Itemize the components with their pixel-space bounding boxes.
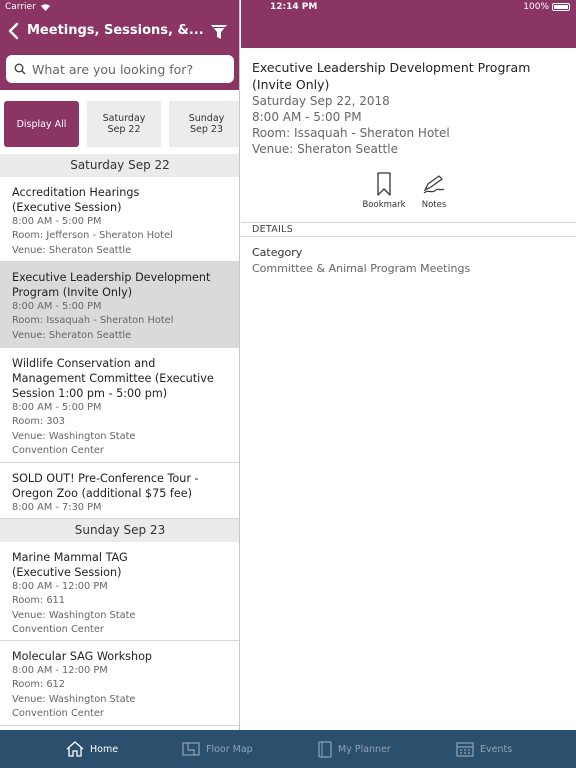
bookmark-icon — [376, 172, 392, 196]
carrier-label: Carrier — [5, 2, 36, 12]
event-title: Program (Invite Only) — [12, 286, 133, 299]
list-item-selected[interactable] — [0, 262, 240, 348]
back-chevron-icon[interactable] — [6, 22, 22, 40]
event-time: 8:00 AM - 7:30 PM — [12, 502, 102, 513]
event-title: Management Committee (Executive — [12, 372, 214, 385]
event-title: Session 1:00 pm - 5:00 pm) — [12, 387, 168, 400]
tab-label-date: Sep 22 — [107, 124, 141, 135]
clock: 12:14 PM — [270, 2, 318, 12]
event-title: Accreditation Hearings — [12, 186, 140, 199]
event-time: 8:00 AM - 5:00 PM — [12, 402, 102, 413]
category-value: Committee & Animal Program Meetings — [252, 262, 471, 275]
list-item[interactable] — [0, 348, 240, 463]
event-venue: Venue: Sheraton Seattle — [12, 329, 132, 341]
tab-events[interactable] — [456, 730, 512, 768]
battery-indicator — [523, 2, 570, 12]
search-bar[interactable] — [6, 55, 234, 83]
tab-saturday-sep-22[interactable] — [87, 101, 161, 147]
notes-button[interactable] — [404, 172, 464, 210]
event-room: Room: 303 — [12, 416, 66, 428]
tab-label: Home — [90, 743, 119, 755]
floor-map-icon — [182, 741, 200, 757]
tab-label: My Planner — [338, 743, 391, 755]
bottom-tab-bar — [0, 730, 576, 768]
detail-time: 8:00 AM - 5:00 PM — [252, 110, 362, 124]
event-venue: Venue: Sheraton Seattle — [12, 244, 132, 256]
event-title: Executive Leadership Development — [12, 271, 211, 284]
event-time: 8:00 AM - 5:00 PM — [12, 216, 102, 227]
detail-actions — [241, 172, 576, 216]
session-detail-panel — [241, 0, 576, 730]
event-title: Marine Mammal TAG — [12, 551, 128, 564]
event-room: Room: 611 — [12, 595, 66, 607]
category-label: Category — [252, 246, 303, 259]
event-venue: Convention Center — [12, 707, 104, 719]
battery-icon — [552, 3, 570, 11]
detail-title-line: (Invite Only) — [252, 77, 330, 92]
notes-icon — [422, 172, 446, 196]
planner-icon — [318, 741, 332, 758]
status-bar — [0, 0, 576, 16]
tab-label-day: Saturday — [102, 113, 146, 124]
event-title: Wildlife Conservation and — [12, 357, 156, 370]
bookmark-label: Bookmark — [362, 200, 406, 210]
notes-label: Notes — [421, 200, 447, 210]
list-title: Meetings, Sessions, &... — [27, 23, 204, 38]
detail-title-line: Executive Leadership Development Program — [252, 60, 531, 75]
event-venue: Convention Center — [12, 623, 104, 635]
wifi-icon — [40, 3, 51, 11]
calendar-icon — [456, 741, 474, 757]
event-time: 8:00 AM - 12:00 PM — [12, 665, 108, 676]
home-icon — [66, 741, 84, 757]
tab-label: Events — [480, 743, 513, 755]
session-list-panel — [0, 0, 240, 730]
event-venue: Venue: Washington State — [12, 430, 136, 442]
tab-home[interactable] — [66, 730, 118, 768]
day-filter-tabs — [0, 90, 240, 153]
section-header-saturday: Saturday Sep 22 — [0, 154, 240, 177]
tab-my-planner[interactable] — [318, 730, 391, 768]
event-title: (Executive Session) — [12, 566, 122, 579]
list-item[interactable] — [0, 641, 240, 726]
detail-room: Room: Issaquah - Sheraton Hotel — [252, 126, 450, 140]
battery-percent: 100% — [523, 2, 549, 12]
tab-label: Floor Map — [206, 743, 253, 755]
event-room: Room: Issaquah - Sheraton Hotel — [12, 315, 174, 327]
event-title: Oregon Zoo (additional $75 fee) — [12, 487, 193, 500]
carrier-indicator — [5, 2, 51, 12]
detail-title — [252, 59, 562, 93]
event-title: SOLD OUT! Pre-Conference Tour - — [12, 472, 199, 485]
filter-icon[interactable] — [210, 23, 228, 41]
tab-label-day: Sunday — [188, 113, 225, 124]
event-title: (Executive Session) — [12, 201, 122, 214]
list-item[interactable] — [0, 463, 240, 519]
tab-label: Display All — [16, 118, 67, 130]
event-time: 8:00 AM - 5:00 PM — [12, 301, 102, 312]
event-venue: Venue: Washington State — [12, 609, 136, 621]
event-venue: Venue: Washington State — [12, 693, 136, 705]
search-input[interactable] — [32, 62, 222, 77]
event-venue: Convention Center — [12, 444, 104, 456]
detail-venue: Venue: Sheraton Seattle — [252, 142, 398, 156]
event-title: Molecular SAG Workshop — [12, 650, 153, 663]
event-room: Room: 612 — [12, 679, 66, 691]
event-time: 8:00 AM - 12:00 PM — [12, 581, 108, 592]
tab-floor-map[interactable] — [182, 730, 253, 768]
section-header-sunday: Sunday Sep 23 — [0, 519, 240, 542]
list-item[interactable] — [0, 177, 240, 262]
tab-display-all[interactable] — [4, 101, 79, 147]
tab-label-date: Sep 23 — [189, 124, 223, 135]
tab-sunday-sep-23[interactable] — [169, 101, 240, 147]
event-room: Room: Jefferson - Sheraton Hotel — [12, 230, 173, 242]
detail-date: Saturday Sep 22, 2018 — [252, 94, 390, 108]
details-section-header: DETAILS — [241, 222, 576, 237]
list-item[interactable] — [0, 542, 240, 641]
search-icon — [14, 63, 26, 75]
